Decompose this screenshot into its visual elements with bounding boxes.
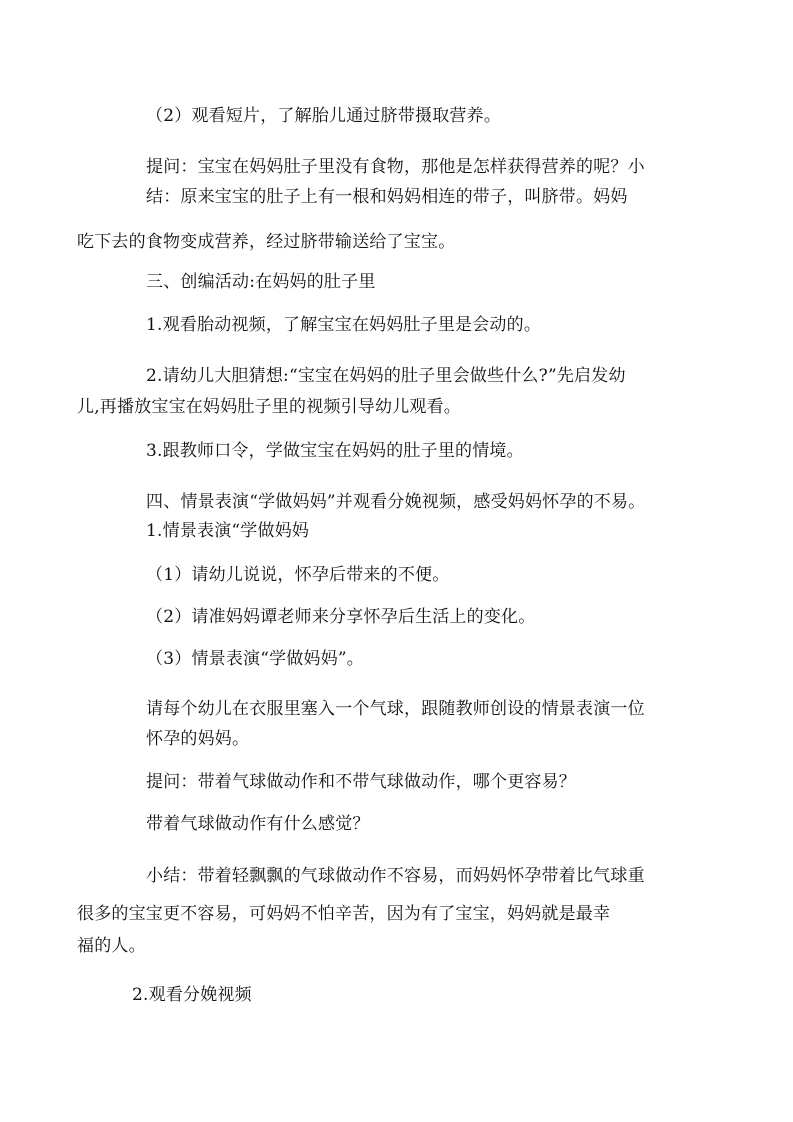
text-line: 3.跟教师口令，学做宝宝在妈妈的肚子里的情境。 — [146, 441, 524, 461]
text-line: 提问：带着气球做动作和不带气球做动作，哪个更容易？ — [146, 772, 576, 792]
text-line: 很多的宝宝更不容易，可妈妈不怕辛苦，因为有了宝宝，妈妈就是最幸 — [77, 904, 611, 924]
text-line: 1.情景表演“学做妈妈 — [146, 521, 310, 541]
text-line: 小结：带着轻飘飘的气球做动作不容易，而妈妈怀孕带着比气球重 — [146, 866, 645, 886]
text-line: 2.观看分娩视频 — [132, 985, 252, 1005]
text-line: 请每个幼儿在衣服里塞入一个气球，跟随教师创设的情景表演一位 — [146, 699, 645, 719]
text-line: 福的人。 — [77, 936, 146, 956]
text-line: 儿,再播放宝宝在妈妈肚子里的视频引导幼儿观看。 — [77, 397, 462, 417]
text-line: （2）观看短片，了解胎儿通过脐带摄取营养。 — [146, 106, 502, 126]
text-line: 带着气球做动作有什么感觉？ — [146, 814, 370, 834]
section-heading: 四、情景表演“学做妈妈”并观看分娩视频，感受妈妈怀孕的不易。 — [146, 492, 646, 512]
text-line: 提问：宝宝在妈妈肚子里没有食物，那他是怎样获得营养的呢？小 — [146, 157, 645, 177]
section-heading: 三、创编活动:在妈妈的肚子里 — [146, 272, 376, 292]
text-line: 结：原来宝宝的肚子上有一根和妈妈相连的带子，叫脐带。妈妈 — [146, 187, 628, 207]
text-line: （3）情景表演“学做妈妈”。 — [146, 649, 364, 669]
text-line: 1.观看胎动视频，了解宝宝在妈妈肚子里是会动的。 — [146, 315, 542, 335]
text-line: 吃下去的食物变成营养，经过脐带输送给了宝宝。 — [77, 232, 456, 252]
text-line: 2.请幼儿大胆猜想:“宝宝在妈妈的肚子里会做些什么?”先启发幼 — [146, 366, 626, 386]
text-line: 怀孕的妈妈。 — [146, 729, 250, 749]
text-line: （2）请准妈妈谭老师来分享怀孕后生活上的变化。 — [146, 607, 536, 627]
text-line: （1）请幼儿说说，怀孕后带来的不便。 — [146, 565, 450, 585]
